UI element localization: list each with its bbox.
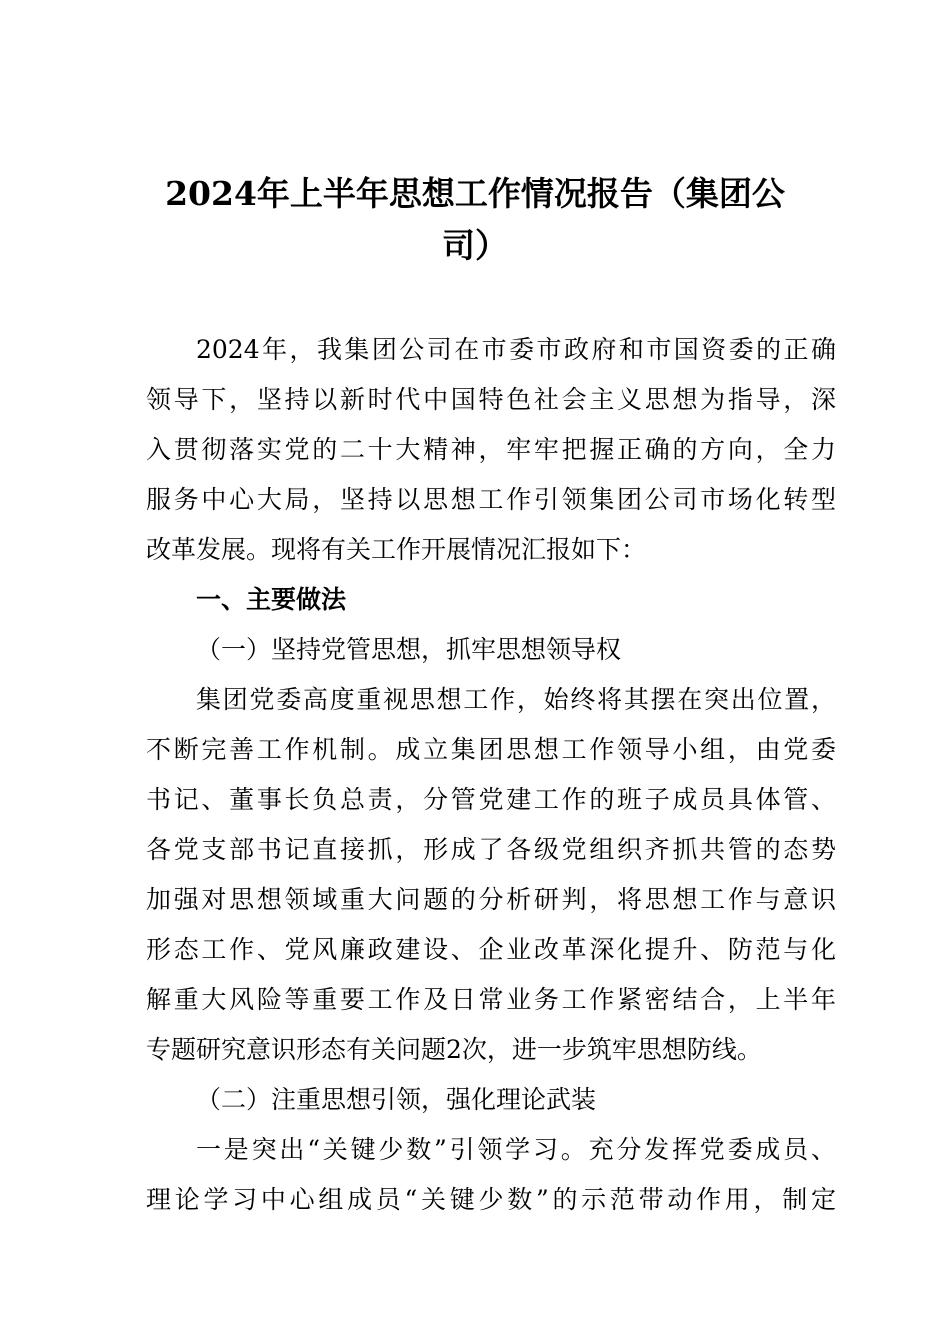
body-line: 不断完善工作机制。成立集团思想工作领导小组，由党委 (146, 735, 836, 764)
body-line: 改革发展。现将有关工作开展情况汇报如下： (146, 535, 647, 564)
title-line-2: 司） (442, 226, 508, 265)
body-line: 一是突出“关键少数”引领学习。充分发挥党委成员、 (196, 1135, 836, 1164)
subsection-heading: （二）注重思想引领，强化理论武装 (196, 1085, 597, 1114)
body-line: 服务中心大局，坚持以思想工作引领集团公司市场化转型 (146, 485, 836, 514)
body-line: 集团党委高度重视思想工作，始终将其摆在突出位置， (196, 685, 836, 714)
title-line-1: 2024年上半年思想工作情况报告（集团公 (165, 174, 785, 213)
document-title (140, 168, 810, 272)
body-line: 领导下，坚持以新时代中国特色社会主义思想为指导，深 (146, 385, 836, 414)
body-line: 形态工作、党风廉政建设、企业改革深化提升、防范与化 (146, 935, 836, 964)
body-line: 各党支部书记直接抓，形成了各级党组织齐抓共管的态势 (146, 835, 836, 864)
body-line: 书记、董事长负总责，分管党建工作的班子成员具体管、 (146, 785, 836, 814)
subsection-heading: （一）坚持党管思想，抓牢思想领导权 (196, 635, 622, 664)
section-heading: 一、主要做法 (196, 585, 347, 614)
body-line: 理论学习中心组成员“关键少数”的示范带动作用，制定 (146, 1185, 836, 1214)
body-line: 2024年，我集团公司在市委市政府和市国资委的正确 (196, 335, 836, 364)
body-line: 解重大风险等重要工作及日常业务工作紧密结合，上半年 (146, 985, 836, 1014)
body-line: 加强对思想领域重大问题的分析研判，将思想工作与意识 (146, 885, 836, 914)
body-line: 专题研究意识形态有关问题2次，进一步筑牢思想防线。 (146, 1035, 762, 1064)
body-line: 入贯彻落实党的二十大精神，牢牢把握正确的方向，全力 (146, 435, 836, 464)
